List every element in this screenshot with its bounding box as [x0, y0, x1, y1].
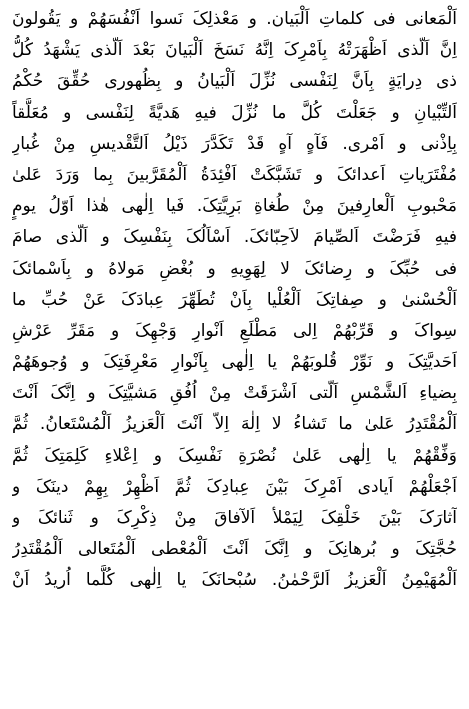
text-line-16: اَجْعَلْهُمْ اَیادی اَمْرِکَ بَیْنَ عِبادِکَ ثُمَّ اَظْهِرْ بِهِمْ دینَکَ و: [12, 476, 457, 497]
text-line-1: اَلْمَعانی فی کلماتِ اَلْبَیان. و مَعْذلِکَ نَسوا اَنْفُسَهُمْ و یَقُولونَ: [12, 9, 457, 29]
text-line-4: اَلتِّبْیانِ و جَعَلْتَ کُلَّ ما نُزِّلَ فیهِ هَدیَّةً لِنَفْسی و مُعَلَّقاً: [12, 102, 457, 123]
text-line-15: وَفِّقْهُمْ یا اِلٰهی عَلیٰ نُصْرَةِ نَفْسِکَ و اِعْلاءِ کَلِمَتِکَ ثُمَّ: [12, 445, 457, 466]
text-line-12: اَحَدیَّتِکَ و نَوِّرْ قُلوبَهُمْ یا اِلٰهی بِاَنْوارِ مَعْرِفَتِکَ و وُجوهَهُمْ: [12, 352, 457, 373]
text-line-17: آثارَکَ بَیْنَ خَلْقِکَ لِیَمْلأ اَلآفاقَ مِنْ ذِکْرِکَ و ثَنائکَ و: [12, 508, 457, 528]
text-line-5: بِاِذْنی و اَمْری. فَآهٍ آهٍ قَدْ تَکَدَّرَ ذَیْلُ اَلتَّقْدیسِ مِنْ غُبارِ: [12, 133, 457, 154]
text-line-7: مَحْبوبِ اَلْعارِفینَ مِنْ طُغاةِ بَرِیَّتِکَ. فَیا اِلٰهی هٰذا اَوّلُ یومٍ: [12, 196, 457, 217]
text-line-18: حُجَّتِکَ و بُرهانِکَ و اِنَّکَ اَنْتَ اَلْمُعْطی اَلْمُتَعالی اَلْمُقْتَدِرُ: [12, 539, 457, 560]
text-line-9: فی حُبِّکَ و رِضائکَ لا لِهَوِیهِ و بُغْضِ مَولاهُ و بِاَسْمائکَ: [12, 258, 457, 279]
text-line-2: اِنَّ اَلّذی اَظْهَرَتْهُ بِاَمْرِکَ اِنَّهُ نَسَخَ اَلْبَیانَ بَعْدَ اَلّذی یَشْهَدُ کُلُّ: [12, 40, 457, 61]
text-line-10: اَلْحُسْنیٰ و صِفاتِکَ اَلْعُلْیا بِاَنْ تُطَهِّرَ عِبادَکَ عَنْ حُبِّ ما: [12, 289, 457, 310]
text-line-14: اَلْمُقْتَدِرُ عَلیٰ ما تَشاءُ لا اِلٰهَ اِلاّ اَنْتَ اَلْعَزیزُ اَلْمُسْتَعانُ. ثُمَّ: [12, 414, 457, 435]
text-line-6: مُفْتَرَیاتِ اَعدائکَ و تَشَبَّکَتْ اَفْئِدَةُ اَلْمُقَرَّبینَ بِما وَرَدَ عَلیٰ: [12, 164, 457, 185]
text-line-11: سِواکَ و قَرِّبْهُمْ اِلی مَطْلَعِ اَنْوارِ وَجْهِکَ و مَقَرِّ عَرْشِ: [12, 320, 457, 341]
text-line-3: ذی دِرایَةٍ بِاَنَّ لِنَفْسی نُزِّلَ اَلْبَیانُ و بِظُهوری حُقِّقَ حُکْمُ: [12, 71, 457, 92]
text-line-8: فیهِ فَرَضْتَ اَلصِّیامَ لاَحِبّائکَ. اَسْاَلُکَ بِنَفْسِکَ و اَلّذی صامَ: [12, 227, 457, 248]
text-line-19: اَلْمُهَیْمِنُ اَلْعَزیزُ اَلرَّحْمٰنُ. سُبْحانَکَ یا اِلٰهی کُلَّما اُریدُ اَنْ: [12, 570, 457, 591]
text-line-13: بِضیاءِ اَلشَّمْسِ اَلّتی اَشْرَقَتْ مِنْ اُفُقِ مَشیَّتِکَ و اِنَّکَ اَنْتَ: [12, 383, 457, 404]
